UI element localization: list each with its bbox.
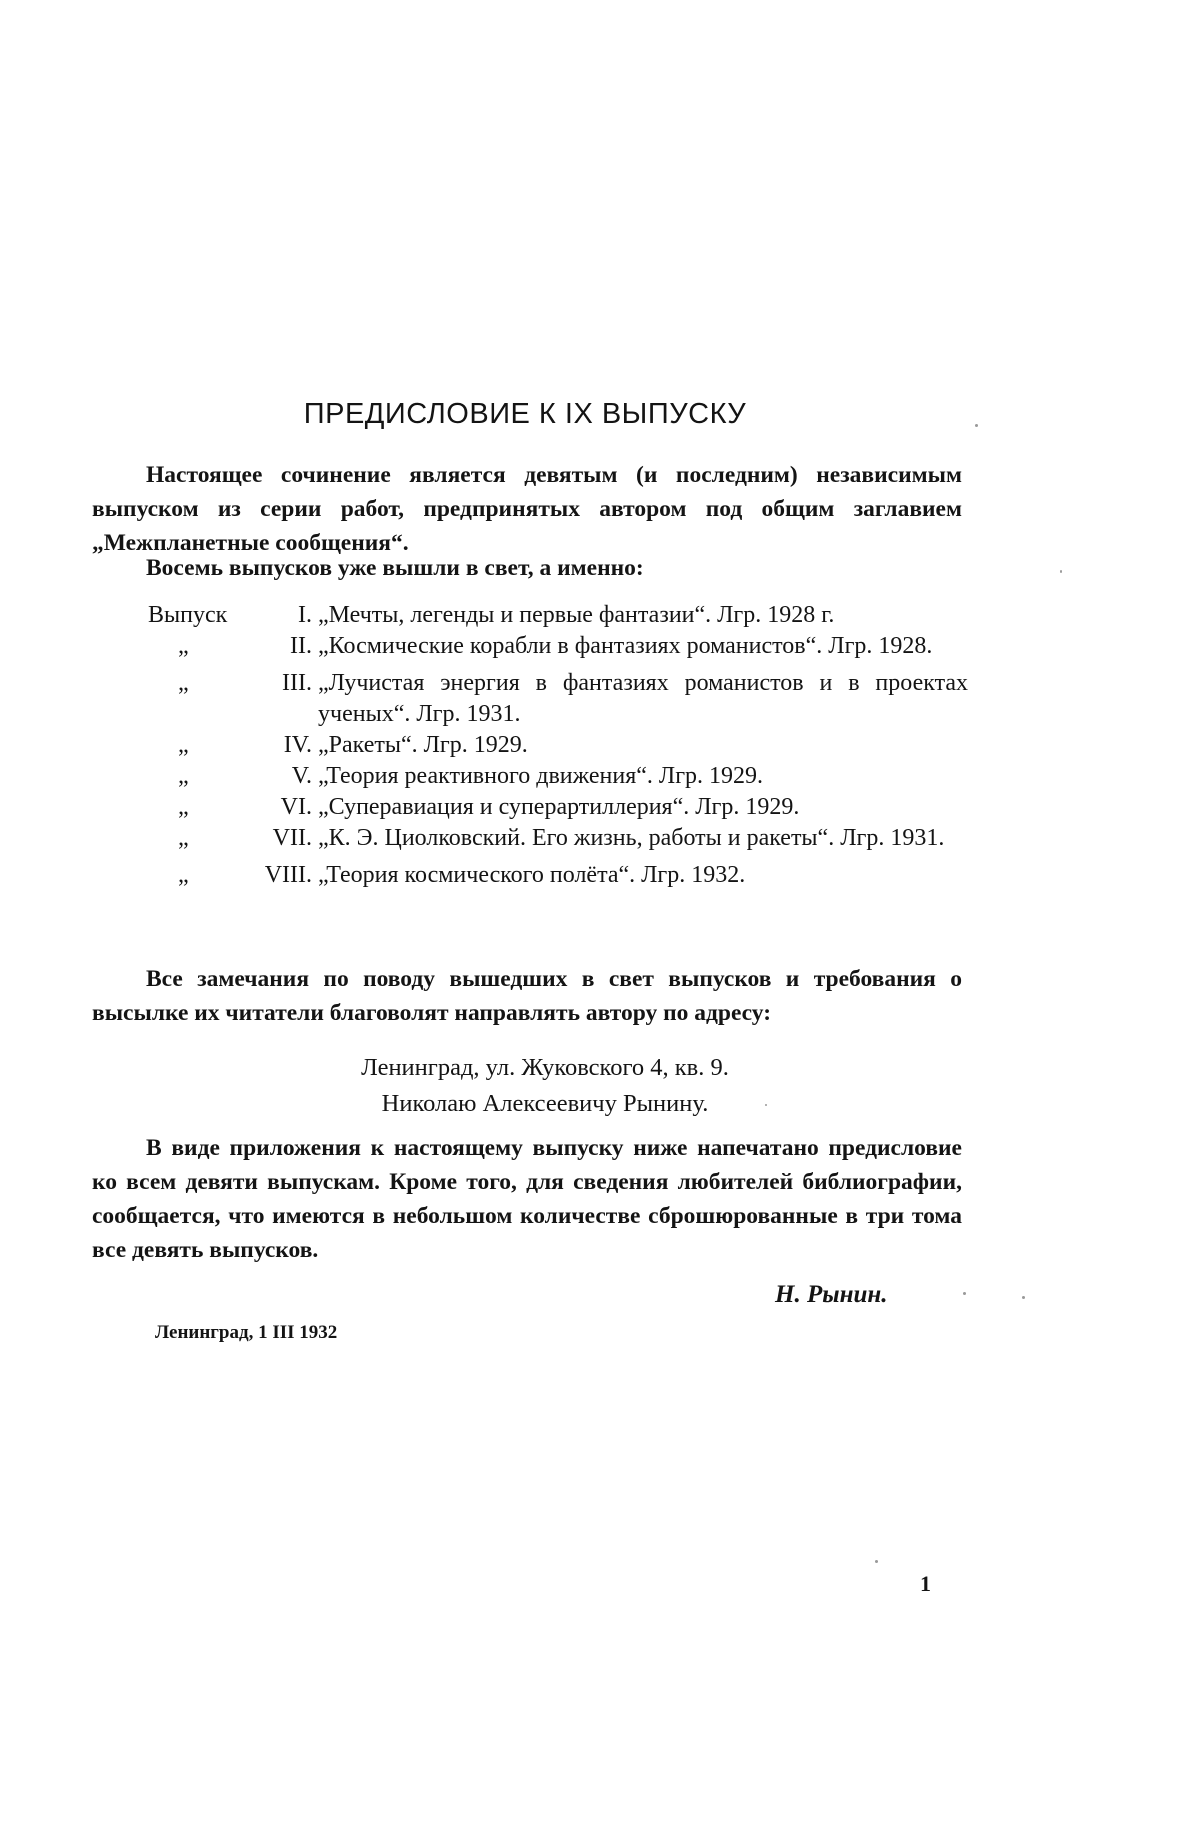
issue-label: „ [148, 668, 248, 699]
issue-title: „Космические корабли в фантазиях романистов“. Лгр. 1928. [318, 631, 968, 662]
appendix-paragraph [92, 1131, 962, 1267]
remarks-paragraph [92, 962, 962, 1030]
scan-speck [975, 424, 978, 427]
issue-label: „ [148, 860, 248, 891]
issue-label: Выпуск [148, 600, 248, 631]
issues-list [148, 600, 968, 891]
intro-paragraph [92, 458, 962, 560]
appendix-paragraph-text: В виде приложения к настоящему выпуску ниже напечатано предисловие ко всем девяти выпускам. Кроме того, для сведения любителей библиографии, сообщается, что имеются в небольшом количестве сброшюрованные в три тома все девять выпусков. [92, 1135, 962, 1263]
intro-paragraph-text: Настоящее сочинение является девятым (и последним) независимым выпуском из серии работ, предпринятых автором под общим заглавием „Межпланетные сообщения“. [92, 462, 962, 556]
intro-list-lead [92, 551, 962, 585]
issue-label: „ [148, 730, 248, 761]
issue-number: VIII. [265, 860, 312, 891]
page-number: 1 [920, 1571, 931, 1597]
list-item [148, 730, 968, 761]
issue-title: „Суперавиация и суперартиллерия“. Лгр. 1929. [318, 792, 968, 823]
list-item [148, 600, 968, 631]
issue-label: „ [148, 761, 248, 792]
issue-number: VI. [281, 792, 312, 823]
address-line-recipient: Николаю Алексеевичу Рынину. [20, 1085, 1070, 1123]
address-line-street: Ленинград, ул. Жуковского 4, кв. 9. [20, 1049, 1070, 1087]
place-and-date: Ленинград, 1 III 1932 [155, 1322, 337, 1344]
issue-number: IV. [284, 730, 312, 761]
issue-number: II. [290, 631, 312, 662]
scan-speck [1060, 570, 1062, 573]
document-page [0, 0, 1200, 1841]
page-title: ПРЕДИСЛОВИЕ К IX ВЫПУСКУ [0, 398, 1050, 431]
scan-speck [963, 1292, 966, 1295]
list-item [148, 668, 968, 730]
list-item [148, 823, 968, 854]
scan-speck [765, 1104, 767, 1106]
issue-number: V. [292, 761, 312, 792]
issue-number: I. [298, 600, 312, 631]
issue-label: „ [148, 823, 248, 854]
remarks-paragraph-text: Все замечания по поводу вышедших в свет выпусков и требования о высылке их читатели благоволят направлять автору по адресу: [92, 966, 962, 1026]
list-item [148, 860, 968, 891]
issue-title: „Теория космического полёта“. Лгр. 1932. [318, 860, 968, 891]
issue-title: „Ракеты“. Лгр. 1929. [318, 730, 968, 761]
issue-label: „ [148, 792, 248, 823]
issue-number: III. [282, 668, 312, 699]
issue-title: „Теория реактивного движения“. Лгр. 1929. [318, 761, 968, 792]
issue-label: „ [148, 631, 248, 662]
list-item [148, 792, 968, 823]
issue-title: „Мечты, легенды и первые фантазии“. Лгр. 1928 г. [318, 600, 968, 631]
author-signature: Н. Рынин. [775, 1281, 887, 1309]
intro-list-lead-text: Восемь выпусков уже вышли в свет, а именно: [146, 555, 644, 581]
issue-title: „Лучистая энергия в фантазиях романистов и в проектах ученых“. Лгр. 1931. [318, 668, 968, 730]
list-item [148, 631, 968, 662]
issue-number: VII. [273, 823, 312, 854]
scan-speck [875, 1560, 878, 1563]
issue-title: „К. Э. Циолковский. Его жизнь, работы и ракеты“. Лгр. 1931. [318, 823, 968, 854]
list-item [148, 761, 968, 792]
scan-speck [1022, 1296, 1025, 1299]
